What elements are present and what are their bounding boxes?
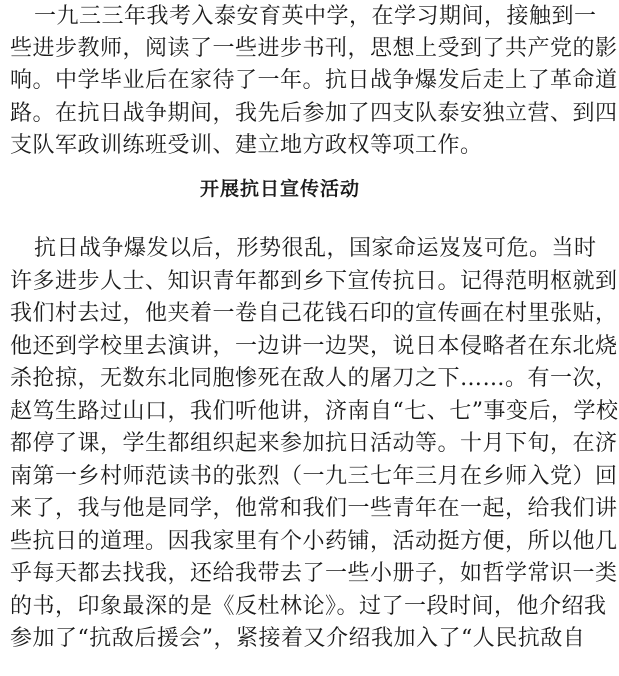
paragraph-line: 些抗日的道理。因我家里有个小药铺，活动挺方便，所以他几 [10,529,618,554]
paragraph-line: 响。中学毕业后在家待了一年。抗日战争爆发后走上了革命道 [10,68,618,93]
paragraph-line: 南第一乡村师范读书的张烈（一九三七年三月在乡师入党）回 [10,464,618,489]
paragraph-line: 我们村去过，他夹着一卷自己花钱石印的宣传画在村里张贴， [10,301,618,326]
paragraph-line: 赵笃生路过山口，我们听他讲，济南自“七、七”事变后，学校 [10,399,619,424]
paragraph-line: 的书，印象最深的是《反杜林论》。过了一段时间，他介绍我 [10,594,607,619]
paragraph-line: 参加了“抗敌后援会”，紧接着又介绍我加入了“人民抗敌自 [10,626,586,651]
paragraph-line: 来了，我与他是同学，他常和我们一些青年在一起，给我们讲 [10,496,618,521]
paragraph-line: 都停了课，学生都组织起来参加抗日活动等。十月下旬，在济 [10,431,618,456]
paragraph-line: 他还到学校里去演讲，一边讲一边哭，说日本侵略者在东北烧 [10,334,618,359]
paragraph-line: 些进步教师，阅读了一些进步书刊，思想上受到了共产党的影 [10,36,618,61]
paragraph-line: 一九三三年我考入泰安育英中学，在学习期间，接触到一 [34,4,597,29]
paragraph-line: 乎每天都去找我，还给我带去了一些小册子，如哲学常识一类 [10,561,618,586]
paragraph-line: 抗日战争爆发以后，形势很乱，国家命运岌岌可危。当时 [34,236,597,261]
section-heading: 开展抗日宣传活动 [199,178,360,200]
paragraph-line: 杀抢掠，无数东北同胞惨死在敌人的屠刀之下……。有一次， [10,366,618,391]
paragraph-line: 许多进步人士、知识青年都到乡下宣传抗日。记得范明枢就到 [10,269,618,294]
paragraph-line: 路。在抗日战争期间，我先后参加了四支队泰安独立营、到四 [10,101,618,126]
paragraph-line: 支队军政训练班受训、建立地方政权等项工作。 [10,133,483,158]
